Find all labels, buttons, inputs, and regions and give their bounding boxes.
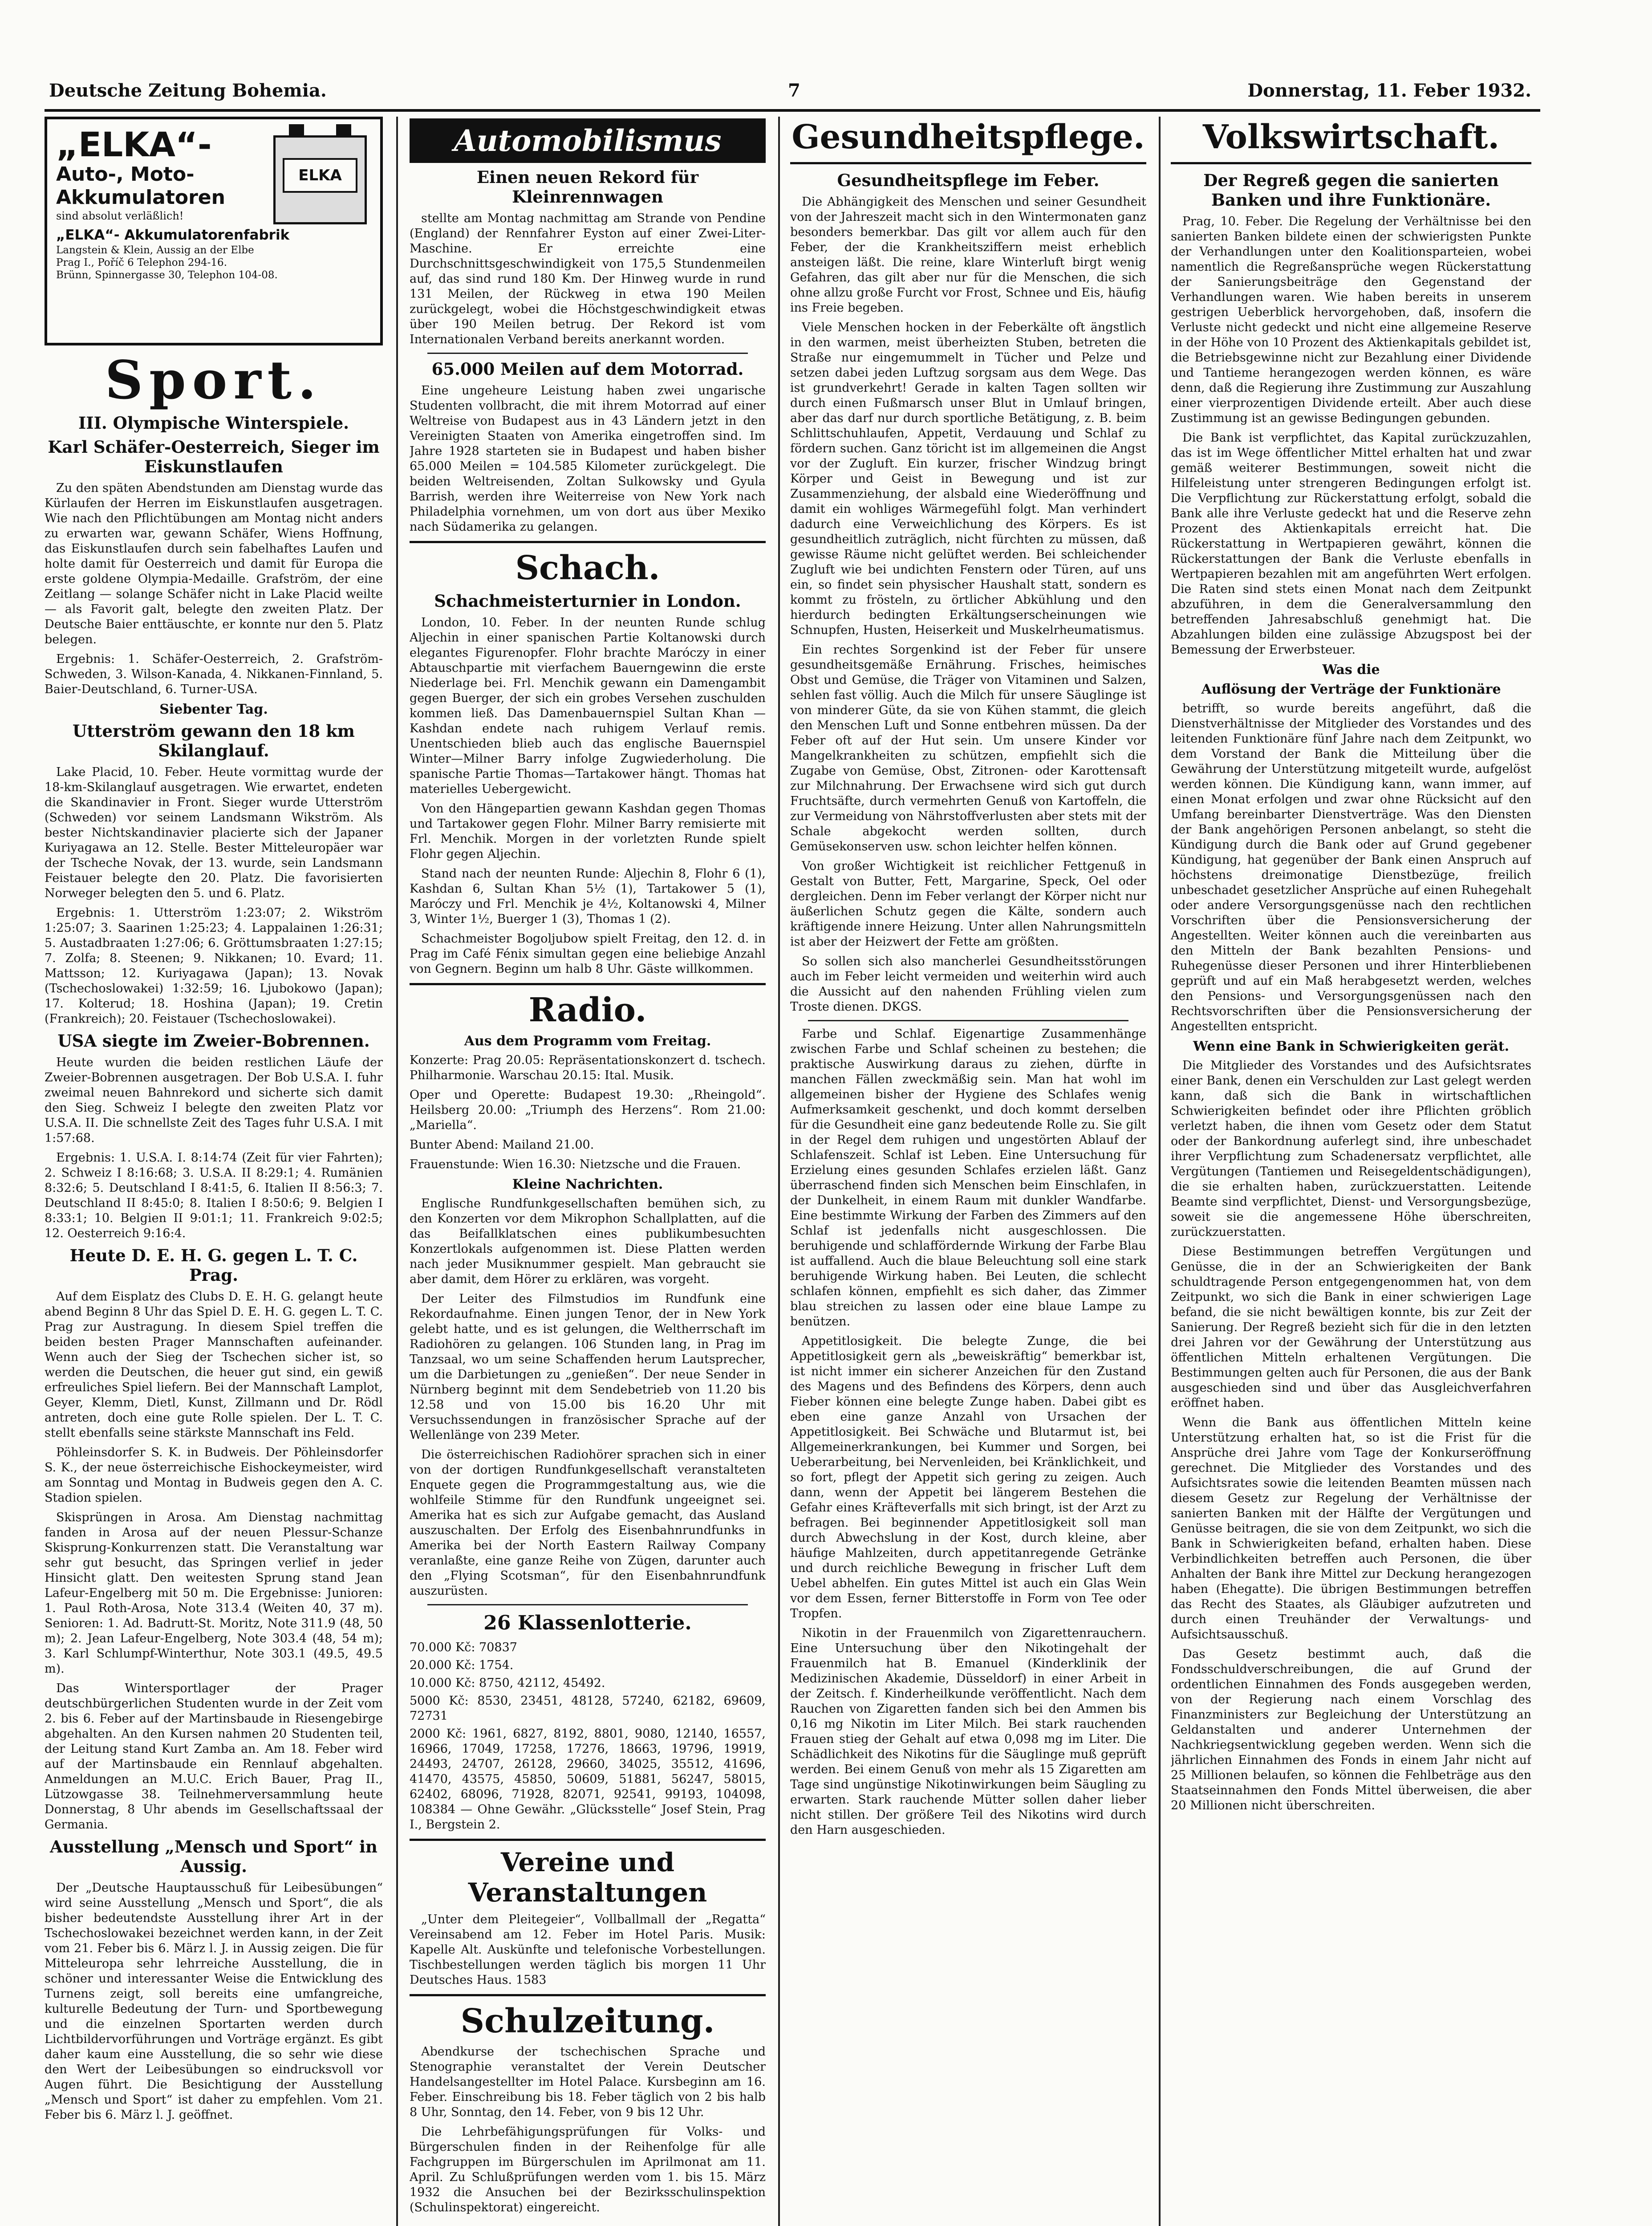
subheading-bank-difficulties: Wenn eine Bank in Schwierigkeiten gerät. xyxy=(1193,1039,1510,1054)
article-text: Englische Rundfunkgesellschaften bemühen sich, zu den Konzerten vor dem Mikrophon Schallplatten, auf die das Beifallklatschen eines publikumbesuchten Konzertlokals aufgenommen ist. Diese Platten werden nach jeder Musiknummer gespielt. Man gebraucht sie aber damit, dem Hörer zu erklären, was vorgeht. xyxy=(410,1197,766,1286)
article-text: Der „Deutsche Hauptausschuß für Leibesübungen“ wird seine Ausstellung „Mensch und Sport“, die als bisher bedeutendste Ausstellung ihrer Art in der Tschechoslowakei bezeichnet werden kann, in der Zeit vom 21. Feber bis 6. März l. J. in Aussig zeigen. Die für Mitteleuropa sehr lehrreiche Ausstellung, die in schöner und interessanter Weise die Entwicklung des Turnens zeigt, soll bereits eine umfangreiche, kulturelle Bedeutung der Turn- und Sportbewegung und die einzelnen Sportarten werden durch Lichtbildervorführungen und Vorträge ergänzt. Es gibt daher kaum eine Ausstellung, die so sehr wie diese den Wert der Leibesübungen so eindrucksvoll vor Augen führt. Die Besichtigung der Ausstellung „Mensch und Sport“ ist daher zu empfehlen. Vom 21. Feber bis 6. März l. J. geöffnet. xyxy=(45,1881,383,2122)
header-page-number: 7 xyxy=(788,80,800,101)
column-rule-3 xyxy=(1159,117,1161,2226)
article-text: So sollen sich also mancherlei Gesundheitsstörungen auch im Feber leicht vermeiden und weiterhin wird auch die Aussicht auf den nahenden Frühling vielen zum Troste dienen. DKGS. xyxy=(790,955,1146,1014)
article-text: Viele Menschen hocken in der Feberkälte oft ängstlich in den warmen, meist überheizten Stuben, betreten die Straße nur eingemummelt in Tücher und Pelze und setzen dabei jeden Luftzug sorgsam aus dem Wege. Das ist grundverkehrt! Gerade in kalten Tagen sollten wir durch einen Fußmarsch unser Blut in Umlauf bringen, aber das darf nur durch sportliche Betätigung, z. B. beim Schlittschuhlaufen, Appetit, Verdauung und Schlaf zu fördern suchen. Ganz töricht ist im allgemeinen die Angst vor der Zugluft. Ein kurzer, frischer Windzug bringt Körper und Geist in Bewegung und ist zur Zusammenziehung, der alsbald eine Wiederöffnung und damit ein wohliges Wärmegefühl folgt. Man verhindert dadurch eine Verweichlichung des Körpers. Es ist gesundheitlich zuträglich, nicht fürchten zu müssen, daß gewisse Räume nicht gelüftet werden. Bei schleichender Zugluft wie bei undichten Fenstern oder Türen, auf uns ein, so findet sein physischer Haushalt statt, sondern es kommt zu frösteln, zu örtlicher Abkühlung und den hierdurch bedingten Erkältungserscheinungen wie Schnupfen, Husten, Heiserkeit und Muskelrheumatismus. xyxy=(790,321,1146,637)
section-title-sport: Sport. xyxy=(105,349,323,411)
battery-illustration xyxy=(273,135,367,224)
ad-line-factory: „ELKA“- Akkumulatorenfabrik xyxy=(56,227,290,243)
article-text: Der Leiter des Filmstudios im Rundfunk eine Rekordaufnahme. Einen jungen Tenor, der in New York gelebt hatte, und es ist gelungen, die Weltherrschaft im Radiohören zu gelangen. 106 Stunden lang, in Prag im Tanzsaal, wo um seine Schaffenden herum Lautsprecher, um die Darbietungen zu „genießen“. Der neue Sender in Nürnberg beginnt mit dem Sendebetrieb von 11.20 bis 12.58 und von 15.00 bis 16.20 Uhr mit Versuchssendungen in französischer Sprache auf der Wellenlänge von 239 Meter. xyxy=(410,1292,766,1442)
lottery-row: 2000 Kč: 1961, 6827, 8192, 8801, 9080, 12140, 16557, 16966, 17049, 17258, 17276, 18663, 19796, 19919, 24493, 24707, 26128, 29660, 34025, 35512, 41696, 41470, 43575, 45850, 50609, 51881, 56247, 58015, 62402, 68096, 71928, 82071, 92541, 99193, 104098, 108384 — Ohne Gewähr. „Glücksstelle“ Josef Stein, Prag I., Bergstein 2. xyxy=(410,1727,766,1832)
article-text: Heute wurden die beiden restlichen Läufe der Zweier-Bobrennen ausgetragen. Der Bob U.S.A. I. fuhr zweimal neuen Bahnrekord und sicherte sich damit den Sieg. Schweiz I belegte den zweiten Platz vor U.S.A. II. Die schnellste Zeit des Tages fuhr U.S.A. I mit 1:57:68. xyxy=(45,1056,383,1145)
article-text: Zu den späten Abendstunden am Dienstag wurde das Kürlaufen der Herren im Eiskunstlaufen ausgetragen. Wie nach den Pflichtübungen am Montag nicht anders zu erwarten war, gewann Schäfer, Wiens Hoffnung, das Eiskunstlaufen durch sein fabelhaftes Laufen und holte damit für Oesterreich und damit für Europa die erste goldene Olympia-Medaille. Grafström, der eine Zeitlang — solange Schäfer nicht in Lake Placid weilte — als Favorit galt, belegte den zweiten Platz. Der Deutsche Baier enttäuschte, er konnte nur den 5. Platz belegen. xyxy=(45,481,383,646)
article-text: stellte am Montag nachmittag am Strande von Pendine (England) der Rennfahrer Eyston auf einer Zwei-Liter-Maschine. Er erreichte eine Durchschnittsgeschwindigkeit von 175,5 Stundenmeilen auf, das sind rund 180 Km. Der Hinweg wurde in rund 131 Meilen, der Rückweg in etwa 190 Meilen zurückgelegt, wobei die Höchstgeschwindigkeit etwas über 190 Meilen betrug. Der Rekord ist vom Internationalen Verband bereits anerkannt worden. xyxy=(410,211,766,346)
ad-brand: „ELKA“- xyxy=(56,125,212,164)
article-text: Bunter Abend: Mailand 21.00. xyxy=(410,1138,594,1152)
article-text: Ergebnis: 1. U.S.A. I. 8:14:74 (Zeit für vier Fahrten); 2. Schweiz I 8:16:68; 3. U.S.A. II 8:29:1; 4. Rumänien 8:32:6; 5. Deutschland I 8:41:5, 6. Italien II 8:56:3; 7. Deutschland II 8:45:0; 8. Italien I 8:50:6; 9. Belgien I 8:33:1; 10. Belgien II 9:01:1; 11. Frankreich 9:02:5; 12. Oesterreich 9:16:4. xyxy=(45,1151,383,1240)
article-text: Oper und Operette: Budapest 19.30: „Rheingold“. Heilsberg 20.00: „Triumph des Herzens“. Rom 21.00: „Mariella“. xyxy=(410,1088,766,1132)
lottery-row: 5000 Kč: 8530, 23451, 48128, 57240, 62182, 69609, 72731 xyxy=(410,1694,766,1723)
divider xyxy=(427,1604,748,1605)
divider xyxy=(427,353,748,354)
heading-radio-program: Aus dem Programm vom Freitag. xyxy=(464,1033,711,1049)
article-text: Die Mitglieder des Vorstandes und des Aufsichtsrates einer Bank, denen ein Verschulden zur Last gelegt werden kann, daß sich die Bank in wirtschaftlichen Schwierigkeiten befindet oder ihre Pflichten gröblich verletzt haben, die ihnen vom Gesetz oder dem Statut oder der Bankordnung auferlegt sind, ihre unbeschadet ihrer Verpflichtung zum Schadenersatz verpflichtet, alle Vergütungen (Tantiemen und Reisegeldentschädigungen), die sie erhalten haben, zurückzuerstatten. Leitende Beamte sind verpflichtet, Dienst- und Versorgungsbezüge, soweit sie die angemessene Höhe überschreiten, zurückzuerstatten. xyxy=(1171,1059,1531,1239)
header-paper-name: Deutsche Zeitung Bohemia. xyxy=(49,80,327,101)
article-text: Pöhleinsdorfer S. K. in Budweis. Der Pöhleinsdorfer S. K., der neue österreichische Eishockeymeister, wird am Sonntag und Montag in Budweis gegen den A. C. Stadion spielen. xyxy=(45,1446,383,1505)
article-text: Die Abhängigkeit des Menschen und seiner Gesundheit von der Jahreszeit macht sich in den Wintermonaten ganz besonders bemerkbar. Das gilt vor allem auch für den Feber, der die Krankheitsziffern meist erheblich ansteigen läßt. Die reine, klare Winterluft birgt wenig Gefahren, das gilt aber nur für die Menschen, die sich ohne allzu große Furcht vor Frost, Schnee und Eis, häufig ins Freie begeben. xyxy=(790,195,1146,315)
heading-health-february: Gesundheitspflege im Feber. xyxy=(837,171,1100,190)
section-title-automobilismus: Automobilismus xyxy=(410,118,766,163)
article-text: Ergebnis: 1. Utterström 1:23:07; 2. Wikström 1:25:07; 3. Saarinen 1:25:23; 4. Lappalainen 1:26:31; 5. Austadbraaten 1:27:06; 6. Gröttumsbraaten 1:27:15; 7. Zolfa; 8. Steenen; 9. Nikkanen; 10. Evard; 11. Mattsson; 12. Kuriyagawa (Japan); 13. Novak (Tschechoslowakei) 1:32:59; 16. Ljubokowo (Japan); 17. Kolterud; 18. Hoshina (Japan); 19. Cretin (Frankreich); 20. Feistauer (Tschechoslowakei). xyxy=(45,906,383,1026)
divider xyxy=(410,1839,766,1841)
section-title-radio: Radio. xyxy=(528,991,647,1029)
divider xyxy=(410,983,766,985)
heading-bobsleigh: USA siegte im Zweier-Bobrennen. xyxy=(57,1031,370,1051)
lottery-row: 10.000 Kč: 8750, 42112, 45492. xyxy=(410,1676,605,1690)
column-sport xyxy=(45,117,383,2226)
article-text: Prag, 10. Feber. Die Regelung der Verhältnisse bei den sanierten Banken bildete einen der schwierigsten Punkte der Verhandlungen unter den Koalitionsparteien, wobei namentlich die Regreßansprüche wegen Rückerstattung der Sanierungsbeiträge den Gegenstand der Verhandlungen waren. Wie haben bereits in unserem gestrigen Ueberblick hervorgehoben, daß, insofern die Verluste nicht gedeckt und nicht eine allgemeine Reserve in der Höhe von 10 Prozent des Aktienkapitals gebildet ist, die Betriebsgewinne nicht zur Bezahlung einer Dividende und Tantieme herangezogen werden können, es wäre denn, daß die Regierung ihre Zustimmung zur Auszahlung einer vierprozentigen Dividende erteilt. Aber auch diese Zustimmung ist an gewisse Bedingungen gebunden. xyxy=(1171,215,1531,425)
ad-line-prague: Prag I., Poříč 6 Telephon 294-16. xyxy=(56,257,227,268)
article-text: Auf dem Eisplatz des Clubs D. E. H. G. gelangt heute abend Beginn 8 Uhr das Spiel D. E. H. G. gegen L. T. C. Prag zur Austragung. In diesem Spiel treffen die beiden besten Prager Mannschaften aufeinander. Wenn auch der Sieg der Tschechen sicher ist, so werden die Deutschen, die heuer gut sind, ein gewiß erfreuliches Spiel liefern. Bei der Mannschaft Lamplot, Geyer, Klemm, Dietl, Kunst, Zillmann und Dr. Rödl antreten, doch eine gute Rolle spielen. Der L. T. C. stellt ebenfalls seine stärkste Mannschaft ins Feld. xyxy=(45,1290,383,1440)
running-header xyxy=(49,80,1531,107)
article-text: Von den Hängepartien gewann Kashdan gegen Thomas und Tartakower gegen Flohr. Milner Barry remisierte mit Frl. Menchik. Morgen in der vorletzten Runde spielt Flohr gegen Aljechin. xyxy=(410,802,766,861)
header-date: Donnerstag, 11. Feber 1932. xyxy=(1247,80,1531,101)
lottery-results xyxy=(410,1611,766,1832)
article-text: Appetitlosigkeit. Die belegte Zunge, die bei Appetitlosigkeit gern als „beweiskräftig“ bemerkbar ist, ist nicht immer ein sicherer Anzeichen für den Zustand des Magens und des Befindens des Körpers, denn auch Fieber können eine belegte Zunge haben. Dabei gibt es eben eine ganze Anzahl von Ursachen der Appetitlosigkeit. Bei Schwäche und Blutarmut ist, bei Allgemeinerkrankungen, bei Kummer und Sorgen, bei Ueberarbeitung, bei Nervenleiden, bei Kränklichkeit, und so fort, pflegt der Appetit sich gering zu zeigen. Auch dann, wenn der Appetit bei längerem Bestehen die Gefahr eines Kräfteverfalls mit sich bringt, ist der Arzt zu befragen. Bei beginnender Appetitlosigkeit soll man durch Abwechslung in der Kost, durch kleine, aber häufige Mahlzeiten, durch appetitanregende Getränke und durch reichliche Bewegung in frischer Luft dem Uebel abhelfen. Ein gutes Mittel ist auch ein Glas Wein vor dem Essen, ferner Bitterstoffe in Form von Tee oder Tropfen. xyxy=(790,1334,1146,1621)
article-text: Die österreichischen Radiohörer sprachen sich in einer von der dortigen Rundfunkgesellschaft veranstalteten Enquete gegen die Programmgestaltung aus, wie die wohlfeile Stimme für den Rundfunk ungeeignet sei. Amerika hat es sich zur Aufgabe gemacht, das Ausland auszuschalten. Der Erfolg des Eisenbahnrundfunks in Amerika bei der North Eastern Railway Company veranlaßte, eine ganze Reihe von Zügen, darunter auch den „Flying Scotsman“, für den Eisenbahnrundfunk auszurüsten. xyxy=(410,1448,766,1598)
heading-winter-games: III. Olympische Winterspiele. xyxy=(78,413,349,433)
section-title-gesundheitspflege: Gesundheitspflege. xyxy=(791,118,1145,156)
ad-line-akku: Akkumulatoren xyxy=(56,186,225,209)
section-title-vereine: Vereine und Veranstaltungen xyxy=(468,1847,707,1908)
article-text: Von großer Wichtigkeit ist reichlicher Fettgenuß in Gestalt von Butter, Fett, Margarine, Speck, Oel oder dergleichen. Denn im Feber verlangt der Körper nicht nur äußerlichen Schutz gegen die Kälte, sondern auch kräftigende innere Heizung. Unter allen Nahrungsmitteln ist aber der Heizwert der Fette am größten. xyxy=(790,859,1146,949)
article-text: Abendkurse der tschechischen Sprache und Stenographie veranstaltet der Verein Deutscher Handelsangestellter im Hotel Palace. Kursbeginn am 16. Feber. Einschreibung bis 18. Feber täglich von 2 bis halb 8 Uhr, Sonntag, den 14. Feber, von 9 bis 12 Uhr. xyxy=(410,2045,766,2119)
article-text: betrifft, so wurde bereits angeführt, daß die Dienstverhältnisse der Mitglieder des Vorstandes und des leitenden Funktionäre fünf Jahre nach dem Zeitpunkt, wo dem Vorstand der Bank die Mitteilung über die Gewährung der Unterstützung mitgeteilt wurde, aufgelöst werden können. Die Kündigung kann, wann immer, auf einen Monat erfolgen und zwar ohne Rücksicht auf den Umfang bereinbarter Dienstverträge. Was den Diensten der Bank angehörigen Personen anbelangt, so steht die Kündigung durch die Bank oder auf Grund gegebener Kündigung, hat gegenüber der Bank einen Anspruch auf höchstens dreimonatige Dienstbezüge, freilich unbeschadet gesetzlicher Ansprüche auf einen Ruhegehalt oder andere Versorgungsgenüsse nach den rechtlichen Vorschriften über die Pensionsversicherung der Angestellten. Weiter können auch die vereinbarten aus den Mitteln der Bank bezahlten Pensions- und Ruhegenüsse dieser Personen und ihrer Hinterbliebenen geprüft und auf ein Maß herabgesetzt werden, welches den Pensions- und Versorgungsgenüssen nach den Rechtsvorschriften über die Pensionsversicherung der Angestellten entspricht. xyxy=(1171,702,1531,1033)
elka-advertisement xyxy=(45,117,383,345)
section-title-volkswirtschaft: Volkswirtschaft. xyxy=(1202,118,1500,156)
divider xyxy=(808,1020,1128,1021)
article-text: Eine ungeheure Leistung haben zwei ungarische Studenten vollbracht, die mit ihrem Motorrad auf einer Weltreise von Budapest aus in 43 Ländern jetzt in den Vereinigten Staaten von Amerika eingetroffen sind. Im Jahre 1928 starteten sie in Budapest und haben bisher 65.000 Meilen = 104.585 Kilometer zurückgelegt. Die beiden Weltreisenden, Zoltan Sulkowsky und Gyula Barrish, werden ihre Weiterreise von New York nach Philadelphia vornehmen, um von dort aus über Mexiko nach Südamerika zu gelangen. xyxy=(410,384,766,534)
article-text: Die Lehrbefähigungsprüfungen für Volks- und Bürgerschulen finden in der Reihenfolge für alle Fachgruppen im Bürgerschulen im Aprilmonat am 11. April. Zu Schlußprüfungen werden vom 1. bis 15. März 1932 die Ansuchen bei der Bezirksschulinspektion (Schulinspektorat) eingereicht. xyxy=(410,2125,766,2214)
article-text: Das Wintersportlager der Prager deutschbürgerlichen Studenten wurde in der Zeit vom 2. bis 6. Feber auf der Martinsbaude in Riesengebirge abgehalten. An den Kursen nahmen 20 Studenten teil, der Leitung stand Kurt Zamba an. Am 18. Feber wird auf der Martinsbaude ein Rennlauf abgehalten. Anmeldungen an M.U.C. Erich Bauer, Prag II., Lützowgasse 38. Teilnehmerversammlung heute Donnerstag, 8 Uhr abends im Gesellschaftssaal der Germania. xyxy=(45,1682,383,1832)
heading-bank-regress: Der Regreß gegen die sanierten Banken und ihre Funktionäre. xyxy=(1203,171,1499,210)
article-text: „Unter dem Pleitegeier“, Vollballmall der „Regatta“ Vereinsabend am 12. Feber im Hotel Paris. Musik: Kapelle Alt. Auskünfte und telefonische Vorbestellungen. Tischbestellungen werden täglich bis morgen 11 Uhr Deutsches Haus. 1583 xyxy=(410,1913,766,1987)
lottery-row: 20.000 Kč: 1754. xyxy=(410,1658,514,1672)
divider xyxy=(1171,162,1531,164)
battery-label: ELKA xyxy=(283,158,357,193)
subheading-was-die: Was die xyxy=(1322,662,1380,678)
heading-hockey: Heute D. E. H. G. gegen L. T. C. Prag. xyxy=(69,1246,358,1285)
column-economy xyxy=(1171,117,1531,2226)
ad-line-brno: Brünn, Spinnergasse 30, Telephon 104-08. xyxy=(56,269,278,281)
article-text: London, 10. Feber. In der neunten Runde schlug Aljechin in einer spanischen Partie Koltanowski durch elegantes Figurenopfer. Flohr brachte Maróczy in einer Abtauschpartie mit vierfachem Bauerngewinn die erste Niederlage bei. Frl. Menchik gewann ein Damengambit gegen Buerger, der sich ein grobes Versehen zuschulden kommen ließ. Das Damenbauernspiel Sultan Khan — Kashdan endete nach ruhigem Verlauf remis. Unentschieden blieb auch das englische Bauernspiel Winter—Milner Barry infolge Zugwiederholung. Die spanische Partie Thomas—Tartakower hängt. Thomas hat materielles Uebergewicht. xyxy=(410,616,766,796)
article-text: Das Gesetz bestimmt auch, daß die Fondsschuldverschreibungen, die auf Grund der ordentlichen Einnahmen des Fonds ausgegeben werden, von der Regierung nach einem Vorschlag des Finanzministers zur Begleichung der Unterstützung an Geldanstalten und anderer Unternehmen der Nachkriegsentwicklung gegeben werden. Wenn sich die jährlichen Einnahmen des Fonds in einem Jahr nicht auf 25 Millionen belaufen, so können die Fehlbeträge aus den Staatseinnahmen den Fonds Mittel überweisen, die aber 20 Millionen nicht überschreiten. xyxy=(1171,1647,1531,1812)
heading-motorcycle: 65.000 Meilen auf dem Motorrad. xyxy=(431,359,744,379)
article-text: Wenn die Bank aus öffentlichen Mitteln keine Unterstützung erhalten hat, so ist die Frist für die Ansprüche drei Jahre vom Tage der Konkurseröffnung gerechnet. Die Mitglieder des Vorstandes und des Aufsichtsrates sowie die leitenden Beamten müssen nach diesem Gesetz zur Regelung der Verhältnisse der sanierten Banken mit der Hälfte der Vergütungen und Genüsse beitragen, die sie von dem Zeitpunkt, wo sich die Bank in Schwierigkeiten befand, erhalten haben. Diese Verbindlichkeiten betreffen auch Personen, die über Anhalten der Bank ihre Mittel zur Deckung herangezogen haben (Ehegatte). Die übrigen Bestimmungen betreffen das Recht des Staates, als Gläubiger aufzutreten und durch einen Treuhänder der Verwaltungs- und Aufsichtsausschuß. xyxy=(1171,1416,1531,1641)
ad-line-address: Langstein & Klein, Aussig an der Elbe xyxy=(56,244,254,256)
column-rule-2 xyxy=(778,117,780,2226)
article-text: Schachmeister Bogoljubow spielt Freitag, den 12. d. in Prag im Café Fénix simultan gegen eine beliebige Anzahl von Gegnern. Beginn um halb 8 Uhr. Gäste willkommen. xyxy=(410,932,766,976)
lottery-heading: 26 Klassenlotterie. xyxy=(483,1612,692,1634)
article-text: Die Bank ist verpflichtet, das Kapital zurückzuzahlen, das ist im Wege öffentlicher Mittel erhalten hat und zwar gemäß weiterer Bestimmungen, soweit nicht die Hilfeleistung unter strengeren Bedingungen erfolgt ist. Die Verpflichtung zur Rückerstattung erfolgt, sobald die Bank alle ihre Verluste gedeckt hat und die Reserve zehn Prozent des Aktienkapitals erreicht hat. Die Rückerstattung in Wertpapieren gewährt, können die Rückerstattungen der Bank die Verluste ebenfalls in Wertpapieren bezahlen mit am angeführten Wert erfolgen. Die Raten sind stets einen Monat nach dem Zeitpunkt abzuführen, in dem die Generalversammlung den betreffenden Jahresabschluß genehmigt hat. Die Abzahlungen bilden eine zulässige Abzugspost bei der Bemessung der Erwerbsteuer. xyxy=(1171,431,1531,657)
article-text: Skisprüngen in Arosa. Am Dienstag nachmittag fanden in Arosa auf der neuen Plessur-Schanze Skisprung-Konkurrenzen statt. Die Veranstaltung war sehr gut besucht, das Springen verlief in jeder Hinsicht glatt. Den weitesten Sprung stand Jean Lafeur-Engelberg mit 50 m. Die Ergebnisse: Junioren: 1. Paul Roth-Arosa, Note 313.4 (Weiten 40, 37 m). Senioren: 1. Ad. Badrutt-St. Moritz, Note 311.9 (48, 50 m); 2. Jean Lafeur-Engelberg, Note 303.4 (48, 54 m); 3. Karl Schlumpf-Winterthur, Note 303.1 (49.5, 49.5 m). xyxy=(45,1511,383,1676)
divider xyxy=(790,162,1146,164)
article-text: Stand nach der neunten Runde: Aljechin 8, Flohr 6 (1), Kashdan 6, Sultan Khan 5½ (1), Tartakower 5 (1), Maróczy und Frl. Menchik je 4½, Koltanowski 4, Milner 3, Winter 1½, Buerger 1 (3), Thomas 1 (2). xyxy=(410,867,766,926)
article-text: Lake Placid, 10. Feber. Heute vormittag wurde der 18-km-Skilanglauf ausgetragen. Wie erwartet, endeten die Skandinavier in Front. Sieger wurde Utterström (Schweden) vor seinem Landsmann Wikström. Als bester Nichtskandinavier placierte sich der Japaner Kuriyagawa an 12. Stelle. Bester Mitteleuropäer war der Tscheche Novak, der 13. wurde, sein Landsmann Feistauer belegte den 20. Platz. Die favorisierten Norweger belegten den 5. und 6. Platz. xyxy=(45,765,383,900)
ad-line-auto: Auto-, Moto- xyxy=(56,163,195,186)
column-motoring-chess-radio xyxy=(410,117,766,2226)
article-text: Diese Bestimmungen betreffen Vergütungen und Genüsse, die in der an Schwierigkeiten der Bank schuldtragende Person entgegengenommen hat, von dem Zeitpunkt, wo sich die Bank in einer schwierigen Lage befand, die sie nicht bewältigen konnte, bis zur Zeit der Sanierung. Der Regreß bezieht sich für die in den letzten drei Jahren vor der Gewährung der Unterstützung aus öffentlichen Mitteln erhaltenen Vergütungen. Die Bestimmungen gelten auch für Personen, die aus der Bank ausgeschieden sind und über das Ausgleichverfahren eröffnet haben. xyxy=(1171,1245,1531,1410)
article-text: Nikotin in der Frauenmilch von Zigarettenrauchern. Eine Untersuchung über den Nikotingehalt der Frauenmilch hat B. Emanuel (Kinderklinik der Medizinischen Akademie, Düsseldorf) in einer Arbeit in der Zeitsch. f. Kinderheilkunde veröffentlicht. Nach dem Rauchen von Zigaretten fanden sich bei den Ammen bis 0,16 mg Nikotin im Liter Milch. Bei stark rauchenden Frauen stieg der Gehalt auf etwa 0,098 mg im Liter. Die Schädlichkeit des Nikotins für die Säuglinge muß geprüft werden. Bei einem Genuß von mehr als 15 Zigaretten am Tage sind ungünstige Nikotinwirkungen beim Säugling zu erwarten. Stark rauchende Mütter sollen daher lieber nicht stillen. Der größere Teil des Nikotins wird durch den Harn ausgeschieden. xyxy=(790,1626,1146,1837)
column-health xyxy=(790,117,1146,2226)
ad-line-reliable: sind absolut verläßlich! xyxy=(56,210,184,222)
section-title-schach: Schach. xyxy=(515,549,660,587)
column-rule-1 xyxy=(396,117,398,2226)
heading-record: Einen neuen Rekord für Kleinrennwagen xyxy=(476,167,699,207)
article-text: Frauenstunde: Wien 16.30: Nietzsche und die Frauen. xyxy=(410,1158,741,1171)
heading-chess-london: Schachmeisterturnier in London. xyxy=(434,591,741,611)
section-title-schulzeitung: Schulzeitung. xyxy=(460,2002,715,2040)
heading-exhibition: Ausstellung „Mensch und Sport“ in Aussig. xyxy=(50,1837,377,1876)
divider xyxy=(410,541,766,543)
lottery-row: 70.000 Kč: 70837 xyxy=(410,1641,517,1654)
article-text: Konzerte: Prag 20.05: Repräsentationskonzert d. tschech. Philharmonie. Warschau 20.15: Ital. Musik. xyxy=(410,1053,766,1082)
subheading-contracts: Auflösung der Verträge der Funktionäre xyxy=(1201,682,1501,697)
article-text: Farbe und Schlaf. Eigenartige Zusammenhänge zwischen Farbe und Schlaf scheinen zu bestehen; die praktische Auswirkung daraus zu ziehen, dürfte in manchen Fällen zweckmäßig sein. Man hat wohl im allgemeinen bisher der Hygiene des Schlafes wenig Aufmerksamkeit geschenkt, und doch kommt derselben für die Gesundheit eine ganz bedeutende Rolle zu. Sie gilt in der Regel dem ruhigen und ungestörten Ablauf der Schlafenszeit. Schlaf ist Leben. Eine Untersuchung für Erzielung eines gesunden Schlafes erzielen läßt. Ganz überraschend finden sich Menschen beim Einschlafen, in der Dunkelheit, in einem Raum mit dunkler Wandfarbe. Eine bestimmte Wirkung der Farben des Zimmers auf den Schlaf ist jedenfalls nicht ausgeschlossen. Die beruhigende und schlaffördernde Wirkung der Farbe Blau ist auffallend. Auch die blaue Beleuchtung soll eine stark beruhigende Wirkung haben. Bei Leuten, die schlecht schlafen können, empfiehlt es sich daher, das Zimmer blau streichen zu lassen oder eine blaue Lampe zu benützen. xyxy=(790,1027,1146,1328)
article-text: Ein rechtes Sorgenkind ist der Feber für unsere gesundheitsgemäße Ernährung. Frisches, heimisches Obst und Gemüse, die Träger von Vitaminen und Salzen, sehlen fast völlig. Auch die Milch für unsere Säuglinge ist von minderer Güte, da sie von Kühen stammt, die gleich den Menschen Luft und Sonne entbehren müssen. Da der Feber oft auf der Hut sein. Um unsere Kinder vor Mangelkrankheiten zu schützen, empfiehlt sich die Zugabe von Gemüse, Obst, Zitronen- oder Karottensaft zur Milchnahrung. Der Erwachsene wird sich gut durch Fruchtsäfte, durch vermehrten Genuß von Kartoffeln, die zur Vermeidung von Nährstoffverlusten aber stets mit der Schale abgekocht werden sollten, durch Gemüsekonserven usw. schon leichter helfen können. xyxy=(790,643,1146,853)
heading-small-news: Kleine Nachrichten. xyxy=(512,1177,663,1192)
heading-utterstroem: Utterström gewann den 18 km Skilanglauf. xyxy=(73,721,355,760)
divider xyxy=(410,1994,766,1996)
article-text: Ergebnis: 1. Schäfer-Oesterreich, 2. Grafström-Schweden, 3. Wilson-Kanada, 4. Nikkanen-Finnland, 5. Baier-Deutschland, 6. Turner-USA. xyxy=(45,652,383,696)
heading-schaefer: Karl Schäfer-Oesterreich, Sieger im Eiskunstlaufen xyxy=(48,437,380,476)
subheading-day7: Siebenter Tag. xyxy=(159,702,268,717)
header-rule xyxy=(45,109,1540,112)
